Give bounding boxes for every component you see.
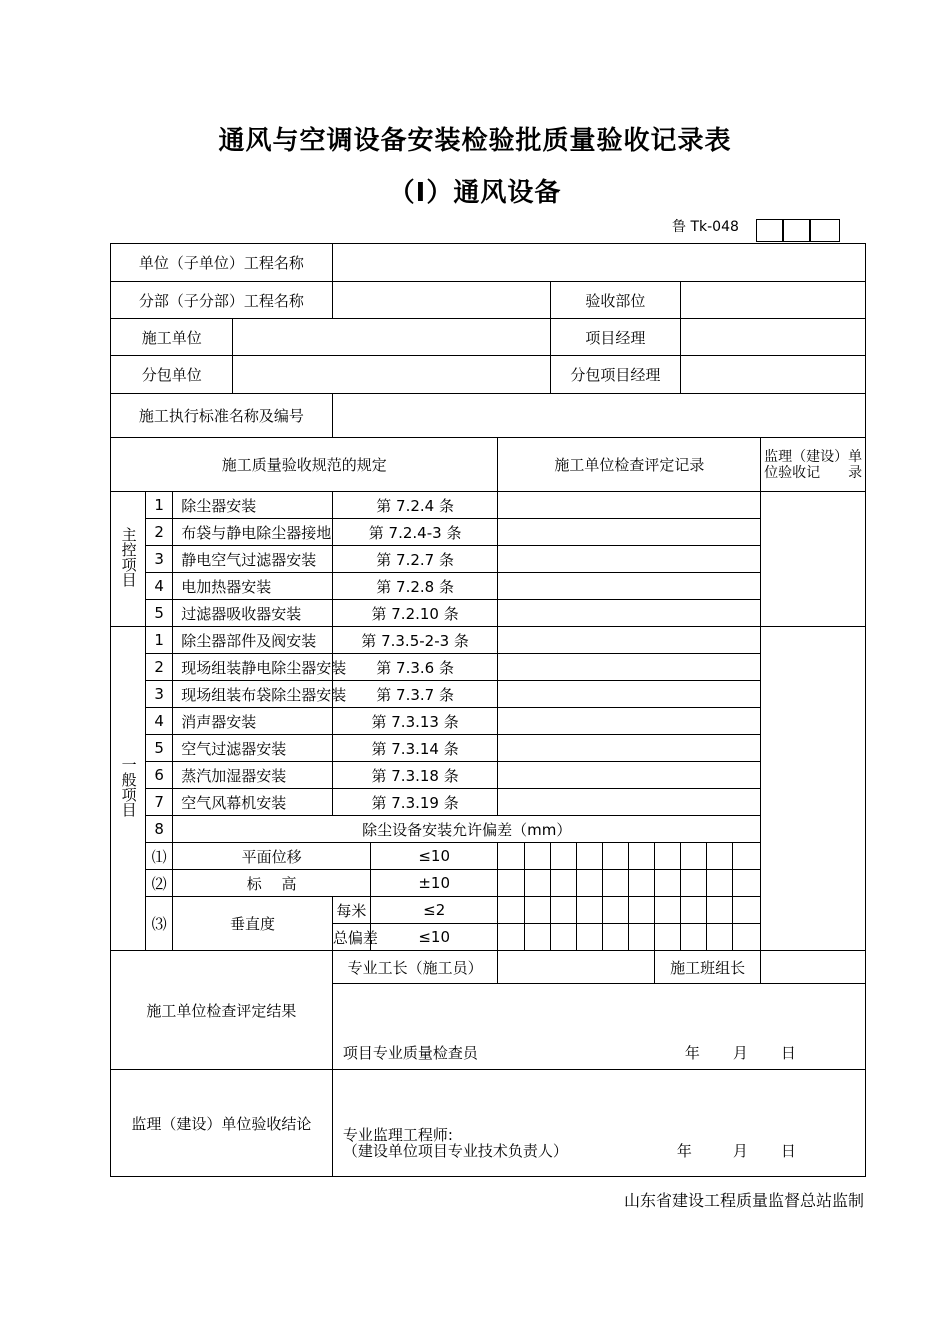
form-title: 通风与空调设备安装检验批质量验收记录表 [218,126,732,156]
measure-cell[interactable] [628,897,654,924]
general-item-clause: 第 7.3.5-2-3 条 [332,627,498,654]
measure-cell[interactable] [524,843,550,870]
general-item-clause: 第 7.3.19 条 [332,789,498,816]
tolerance-no: 8 [146,816,173,843]
subcontract-manager-label: 分包项目经理 [550,356,680,394]
general-item-no: 4 [146,708,173,735]
conclusion-label: 监理（建设）单位验收结论 [111,1070,333,1177]
team-leader-label: 施工班组长 [654,951,760,984]
main-item-clause: 第 7.2.7 条 [332,546,498,573]
measure-cell[interactable] [550,843,576,870]
acceptance-part-field[interactable] [681,282,866,319]
general-item-no: 3 [146,681,173,708]
subcontract-manager-field[interactable] [681,356,866,394]
footer-text: 山东省建设工程质量监督总站监制 [623,1191,864,1210]
main-item-record[interactable] [498,519,761,546]
general-item-name: 现场组装布袋除尘器安装 [173,681,333,708]
general-item-clause: 第 7.3.6 条 [332,654,498,681]
general-item-record[interactable] [498,789,761,816]
tolerance-row-no: ⑴ [146,843,173,870]
measure-cell[interactable] [524,870,550,897]
team-leader-field[interactable] [761,951,866,984]
inspector-label: 项目专业质量检查员 [342,1044,478,1062]
measure-cell[interactable] [681,843,707,870]
general-item-name: 蒸汽加湿器安装 [173,762,333,789]
tolerance-row-value: ±10 [370,870,497,897]
general-item-record[interactable] [498,627,761,654]
project-manager-label: 项目经理 [550,319,680,356]
measure-cell[interactable] [733,870,761,897]
main-item-clause: 第 7.2.8 条 [332,573,498,600]
standard-name-field[interactable] [332,394,865,438]
main-item-no: 2 [146,519,173,546]
measure-cell[interactable] [602,924,628,951]
general-item-record[interactable] [498,762,761,789]
measure-cell[interactable] [707,924,733,951]
main-items-label: 主控项目 [111,492,146,627]
general-item-name: 空气过滤器安装 [173,735,333,762]
standard-name-label: 施工执行标准名称及编号 [111,394,333,438]
measure-cell[interactable] [524,924,550,951]
form-code: 鲁 Tk-048 [672,219,739,235]
general-item-name: 现场组装静电除尘器安装 [173,654,333,681]
vertical-no: ⑶ [146,897,173,951]
subcontract-unit-field[interactable] [233,356,550,394]
measure-cell[interactable] [576,924,602,951]
general-item-clause: 第 7.3.14 条 [332,735,498,762]
main-item-record[interactable] [498,546,761,573]
construction-unit-field[interactable] [233,319,550,356]
measure-cell[interactable] [733,843,761,870]
measure-cell[interactable] [602,897,628,924]
measure-cell[interactable] [681,924,707,951]
result-year: 年 [684,1044,700,1062]
code-box-3[interactable] [810,219,840,242]
tolerance-label: 除尘设备安装允许偏差（mm） [173,816,761,843]
conclusion-signature-area[interactable] [332,1070,865,1177]
measure-cell[interactable] [654,924,680,951]
vertical-sub-value: ≤10 [370,924,497,951]
foreman-field[interactable] [498,951,655,984]
main-item-name: 电加热器安装 [173,573,333,600]
general-item-no: 5 [146,735,173,762]
project-manager-field[interactable] [681,319,866,356]
measure-cell[interactable] [498,924,524,951]
tolerance-row-name: 平面位移 [173,843,371,870]
general-item-record[interactable] [498,708,761,735]
general-items-label: 一般项目 [111,627,146,951]
construction-unit-label: 施工单位 [111,319,233,356]
measure-cell[interactable] [602,870,628,897]
main-item-name: 过滤器吸收器安装 [173,600,333,627]
result-label: 施工单位检查评定结果 [111,951,333,1070]
subcontract-unit-label: 分包单位 [111,356,233,394]
measure-cell[interactable] [707,870,733,897]
measure-cell[interactable] [498,843,524,870]
general-item-no: 2 [146,654,173,681]
measure-cell[interactable] [576,870,602,897]
foreman-label: 专业工长（施工员） [332,951,498,984]
conclusion-year: 年 [676,1142,692,1160]
measure-cell[interactable] [524,897,550,924]
sub-project-name-field[interactable] [332,282,550,319]
general-item-record[interactable] [498,654,761,681]
result-month: 月 [732,1044,748,1062]
main-item-no: 1 [146,492,173,519]
main-item-record[interactable] [498,573,761,600]
main-item-name: 布袋与静电除尘器接地 [173,519,333,546]
unit-project-name-field[interactable] [332,244,865,282]
main-item-record[interactable] [498,600,761,627]
general-item-clause: 第 7.3.18 条 [332,762,498,789]
measure-cell[interactable] [733,897,761,924]
measure-cell[interactable] [654,870,680,897]
sub-project-name-label: 分部（子分部）工程名称 [111,282,333,319]
measure-cell[interactable] [628,870,654,897]
vertical-sub-name: 总偏差 [332,924,370,951]
result-day: 日 [780,1044,796,1062]
main-item-name: 除尘器安装 [173,492,333,519]
conclusion-month: 月 [732,1142,748,1160]
main-item-clause: 第 7.2.4 条 [332,492,498,519]
measure-cell[interactable] [576,897,602,924]
main-item-no: 5 [146,600,173,627]
general-item-clause: 第 7.3.7 条 [332,681,498,708]
measure-cell[interactable] [654,897,680,924]
vertical-sub-name: 每米 [332,897,370,924]
code-box-2[interactable] [783,219,810,242]
measure-cell[interactable] [628,924,654,951]
vertical-sub-value: ≤2 [370,897,497,924]
code-box-1[interactable] [756,219,783,242]
tolerance-row-name: 标 高 [173,870,371,897]
main-item-clause: 第 7.2.10 条 [332,600,498,627]
general-item-name: 除尘器部件及阀安装 [173,627,333,654]
main-items-supervision[interactable] [761,492,866,627]
measure-cell[interactable] [681,897,707,924]
general-item-clause: 第 7.3.13 条 [332,708,498,735]
general-items-supervision[interactable] [761,627,866,951]
main-item-record[interactable] [498,492,761,519]
inspector-signature-area[interactable] [332,984,865,1070]
check-record-column-header: 施工单位检查评定记录 [498,438,761,492]
measure-cell[interactable] [628,843,654,870]
tolerance-row-value: ≤10 [370,843,497,870]
spec-column-header: 施工质量验收规范的规定 [111,438,498,492]
owner-rep-label: （建设单位项目专业技术负责人） [342,1142,568,1160]
measure-cell[interactable] [707,843,733,870]
unit-project-name-label: 单位（子单位）工程名称 [111,244,333,282]
tolerance-row-no: ⑵ [146,870,173,897]
main-item-name: 静电空气过滤器安装 [173,546,333,573]
acceptance-part-label: 验收部位 [550,282,680,319]
supervision-column-header: 监理（建设）单位验收记 录 [761,438,866,492]
conclusion-day: 日 [780,1142,796,1160]
general-item-no: 7 [146,789,173,816]
measure-cell[interactable] [550,870,576,897]
measure-cell[interactable] [576,843,602,870]
main-item-no: 4 [146,573,173,600]
general-item-record[interactable] [498,681,761,708]
measure-cell[interactable] [654,843,680,870]
measure-cell[interactable] [498,870,524,897]
measure-cell[interactable] [707,897,733,924]
measure-cell[interactable] [602,843,628,870]
form-subtitle: （Ⅰ）通风设备 [388,178,562,208]
inspection-table [110,243,866,1177]
main-item-clause: 第 7.2.4-3 条 [332,519,498,546]
measure-cell[interactable] [733,924,761,951]
measure-cell[interactable] [681,870,707,897]
general-item-name: 消声器安装 [173,708,333,735]
vertical-name: 垂直度 [173,897,333,951]
general-item-no: 1 [146,627,173,654]
general-item-record[interactable] [498,735,761,762]
engineer-label: 专业监理工程师: [342,1126,453,1144]
main-item-no: 3 [146,546,173,573]
measure-cell[interactable] [550,924,576,951]
measure-cell[interactable] [550,897,576,924]
general-item-name: 空气风幕机安装 [173,789,333,816]
general-item-no: 6 [146,762,173,789]
measure-cell[interactable] [498,897,524,924]
